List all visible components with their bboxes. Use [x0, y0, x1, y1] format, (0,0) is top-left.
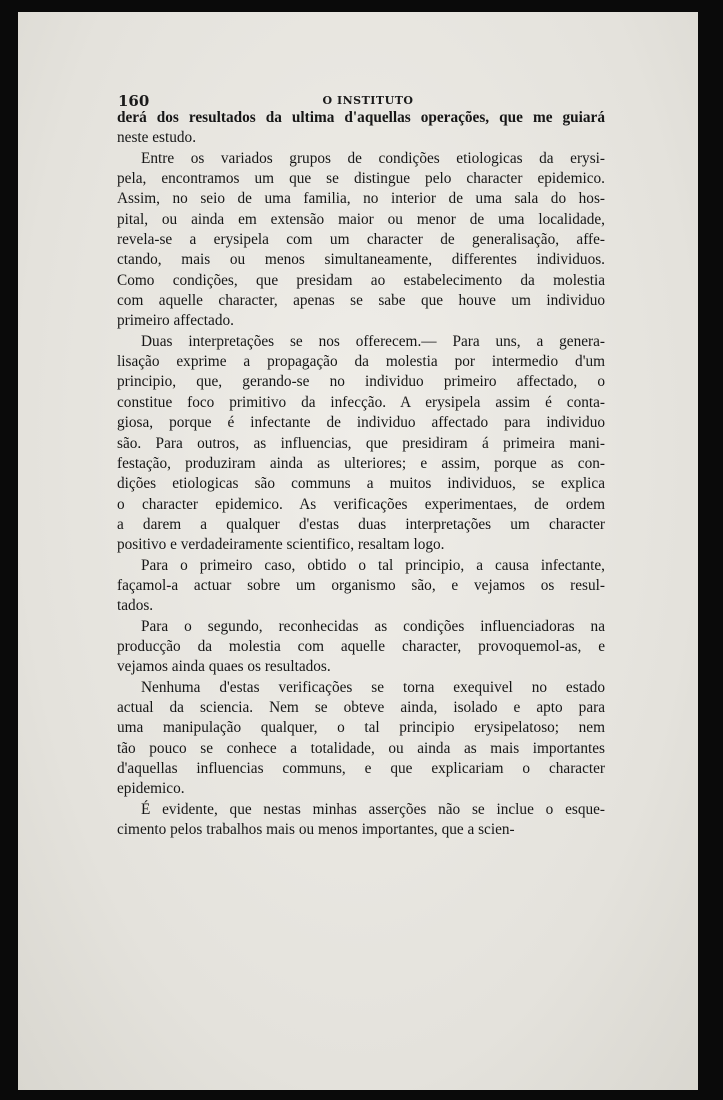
text-line: a darem a qualquer d'estas duas interpretações um character: [117, 515, 605, 533]
text-line: É evidente, que nestas minhas asserções não se inclue o esque-: [141, 800, 605, 818]
text-line: ctando, mais ou menos simultaneamente, differentes individuos.: [117, 251, 605, 269]
text-line: derá dos resultados da ultima d'aquellas operações, que me guiará: [117, 109, 605, 126]
paragraph: [117, 332, 605, 556]
running-head: O INSTITUTO: [322, 94, 414, 107]
paragraph: [117, 556, 605, 617]
paragraph: [117, 108, 605, 149]
text-line: neste estudo.: [117, 129, 197, 147]
text-line: pital, ou ainda em extensão maior ou menor de uma localidade,: [117, 210, 605, 228]
paragraph: [117, 678, 605, 800]
text-line: festação, produziram ainda as ulteriores; e assim, porque as con-: [117, 454, 605, 472]
paragraph: [117, 149, 605, 332]
text-line: positivo e verdadeiramente scientifico, resaltam logo.: [117, 536, 445, 554]
text-line: o character epidemico. As verificações experimentaes, de ordem: [117, 495, 605, 513]
text-line: revela-se a erysipela com um character de generalisação, affe-: [117, 231, 605, 249]
text-line: façamol-a actuar sobre um organismo são, e vejamos os resul-: [117, 576, 605, 594]
body-text: [117, 108, 605, 840]
text-line: cimento pelos trabalhos mais ou menos importantes, que a scien-: [117, 821, 515, 839]
text-line: producção da molestia com aquelle character, provoquemol-as, e: [117, 637, 605, 655]
text-line: dições etiologicas são communs a muitos individuos, se explica: [117, 475, 605, 493]
text-line: giosa, porque é infectante de individuo affectado para individuo: [117, 414, 605, 432]
text-line: vejamos ainda quaes os resultados.: [117, 658, 331, 676]
text-line: uma manipulação qualquer, o tal principio erysipelatoso; nem: [117, 719, 605, 737]
text-line: Assim, no seio de uma familia, no interior de uma sala do hos-: [117, 190, 605, 208]
text-line: Para o primeiro caso, obtido o tal principio, a causa infectante,: [141, 556, 605, 574]
text-line: Nenhuma d'estas verificações se torna exequivel no estado: [141, 678, 605, 696]
text-line: Duas interpretações se nos offerecem.— Para uns, a genera-: [141, 332, 605, 350]
text-line: tados.: [117, 597, 154, 615]
text-line: constitue foco primitivo da infecção. A erysipela assim é conta-: [117, 393, 605, 411]
paragraph: [117, 617, 605, 678]
page-number: 160: [118, 92, 150, 110]
text-line: primeiro affectado.: [117, 312, 234, 330]
text-line: Entre os variados grupos de condições etiologicas da erysi-: [141, 149, 605, 167]
text-line: pela, encontramos um que se distingue pelo character epidemico.: [117, 170, 605, 188]
text-line: lisação exprime a propagação da molestia por intermedio d'um: [117, 353, 605, 371]
text-line: Para o segundo, reconhecidas as condições influenciadoras na: [141, 617, 605, 635]
text-line: d'aquellas influencias communs, e que explicariam o character: [117, 760, 605, 777]
text-line: principio, que, gerando-se no individuo primeiro affectado, o: [117, 373, 605, 391]
text-line: tão pouco se conhece a totalidade, ou ainda as mais importantes: [117, 739, 605, 757]
text-line: epidemico.: [117, 780, 185, 798]
text-line: são. Para outros, as influencias, que presidiram á primeira mani-: [117, 434, 605, 452]
text-line: Como condições, que presidam ao estabelecimento da molestia: [117, 271, 605, 289]
paragraph: [117, 800, 605, 841]
text-line: actual da sciencia. Nem se obteve ainda, isolado e apto para: [117, 698, 605, 716]
text-line: com aquelle character, apenas se sabe que houve um individuo: [117, 292, 605, 310]
